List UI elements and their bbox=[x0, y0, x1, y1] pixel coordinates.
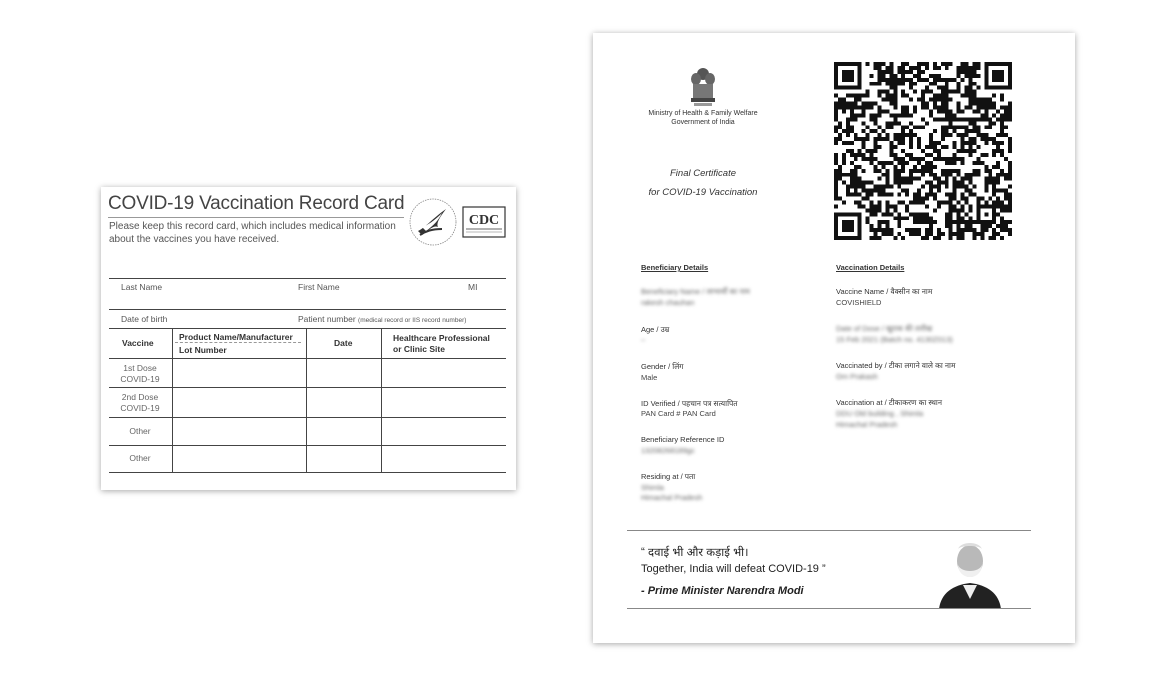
dob-label: Date of birth bbox=[121, 314, 168, 324]
header-date: Date bbox=[334, 338, 353, 348]
quote-hindi: “ दवाई भी और कड़ाई भी। bbox=[641, 547, 749, 559]
hhs-eagle-seal-icon bbox=[408, 197, 458, 247]
national-emblem-icon bbox=[690, 65, 716, 107]
header-lot: Lot Number bbox=[179, 345, 227, 355]
row-label-dose1-line1: 1st Dose bbox=[123, 363, 157, 373]
row-label-dose2-line2: COVID-19 bbox=[120, 403, 160, 413]
card-title: COVID-19 Vaccination Record Card bbox=[108, 193, 405, 214]
dose-date-label: Date of Dose / खुराक की तारीख bbox=[836, 324, 933, 333]
row-label-dose1-line2: COVID-19 bbox=[120, 374, 160, 384]
header-healthcare-line2: or Clinic Site bbox=[393, 344, 445, 354]
vaccine-name-value: COVISHIELD bbox=[836, 298, 882, 307]
vaccination-at-label: Vaccination at / टीकाकरण का स्थान bbox=[836, 398, 943, 407]
age-value: – bbox=[641, 335, 646, 344]
patient-number-label bbox=[298, 314, 466, 324]
vaccine-name-label: Vaccine Name / वैक्सीन का नाम bbox=[836, 287, 933, 296]
row-label-dose2 bbox=[109, 392, 171, 414]
row-label-other1: Other bbox=[129, 426, 151, 436]
beneficiary-name-label: Beneficiary Name / लाभार्थी का नाम bbox=[641, 287, 750, 296]
ministry-line1: Ministry of Health & Family Welfare bbox=[648, 110, 758, 117]
first-name-label: First Name bbox=[298, 282, 340, 292]
quote-divider-bottom bbox=[627, 608, 1031, 609]
certificate-title bbox=[623, 164, 783, 202]
beneficiary-heading: Beneficiary Details bbox=[641, 263, 709, 272]
vaccinated-by-label: Vaccinated by / टीका लगाने वाले का नाम bbox=[836, 361, 956, 370]
id-verified-value: PAN Card # PAN Card bbox=[641, 409, 716, 418]
ministry-line2: Government of India bbox=[671, 118, 735, 126]
reference-id-label: Beneficiary Reference ID bbox=[641, 435, 725, 444]
row-label-dose2-line1: 2nd Dose bbox=[121, 392, 159, 402]
certificate-title-line1: Final Certificate bbox=[670, 168, 736, 179]
title-divider bbox=[108, 217, 404, 218]
beneficiary-name-value: rakesh chauhan bbox=[641, 298, 695, 307]
cdc-logo-icon bbox=[462, 206, 506, 238]
ministry-name bbox=[623, 110, 783, 127]
header-healthcare-line1: Healthcare Professional bbox=[393, 333, 490, 343]
header-vaccine: Vaccine bbox=[122, 338, 154, 348]
patient-number-text: Patient number bbox=[298, 314, 356, 324]
row-label-dose1 bbox=[109, 363, 171, 385]
quote-divider-top bbox=[627, 530, 1031, 531]
prime-minister-portrait-icon bbox=[931, 533, 1009, 609]
vaccination-at-value-line1: DDU Old building , Shimla bbox=[836, 409, 924, 418]
name-row-top-rule bbox=[109, 278, 506, 279]
cdc-logo-text: CDC bbox=[468, 213, 500, 228]
quote-english: Together, India will defeat COVID-19 ” bbox=[641, 563, 826, 575]
certificate-title-line2: for COVID-19 Vaccination bbox=[648, 187, 758, 198]
patient-number-note: (medical record or IIS record number) bbox=[358, 317, 467, 324]
last-name-label: Last Name bbox=[121, 282, 163, 292]
vaccine-record-table bbox=[109, 328, 506, 473]
card-instructions: Please keep this record card, which includes medical information about the vaccines you have received. bbox=[109, 221, 396, 245]
residing-value-line1: Shimla bbox=[641, 483, 664, 492]
header-product: Product Name/Manufacturer bbox=[179, 332, 293, 342]
gender-label: Gender / लिंग bbox=[641, 362, 684, 371]
residing-label: Residing at / पता bbox=[641, 472, 696, 481]
qr-code-icon[interactable] bbox=[834, 62, 1012, 240]
row-label-other2: Other bbox=[129, 453, 151, 463]
vaccinated-by-value: Om Prakash bbox=[836, 372, 878, 381]
gender-value: Male bbox=[641, 373, 658, 382]
reference-id-value: 13208268189gc bbox=[641, 446, 695, 455]
name-row-bottom-rule bbox=[109, 309, 506, 310]
vaccination-heading: Vaccination Details bbox=[836, 263, 905, 272]
vaccination-at-value-line2: Himachal Pradesh bbox=[836, 420, 898, 429]
dose-date-value: 15 Feb 2021 (Batch no. 4130Z013) bbox=[836, 335, 953, 344]
india-vaccination-certificate bbox=[593, 33, 1075, 643]
quote-attribution: - Prime Minister Narendra Modi bbox=[641, 585, 804, 597]
residing-value-line2: Himachal Pradesh bbox=[641, 493, 703, 502]
cdc-vaccination-card bbox=[101, 187, 516, 490]
age-label: Age / उम्र bbox=[641, 325, 670, 334]
id-verified-label: ID Verified / पहचान पत्र सत्यापित bbox=[641, 399, 738, 408]
mi-label: MI bbox=[468, 282, 478, 292]
